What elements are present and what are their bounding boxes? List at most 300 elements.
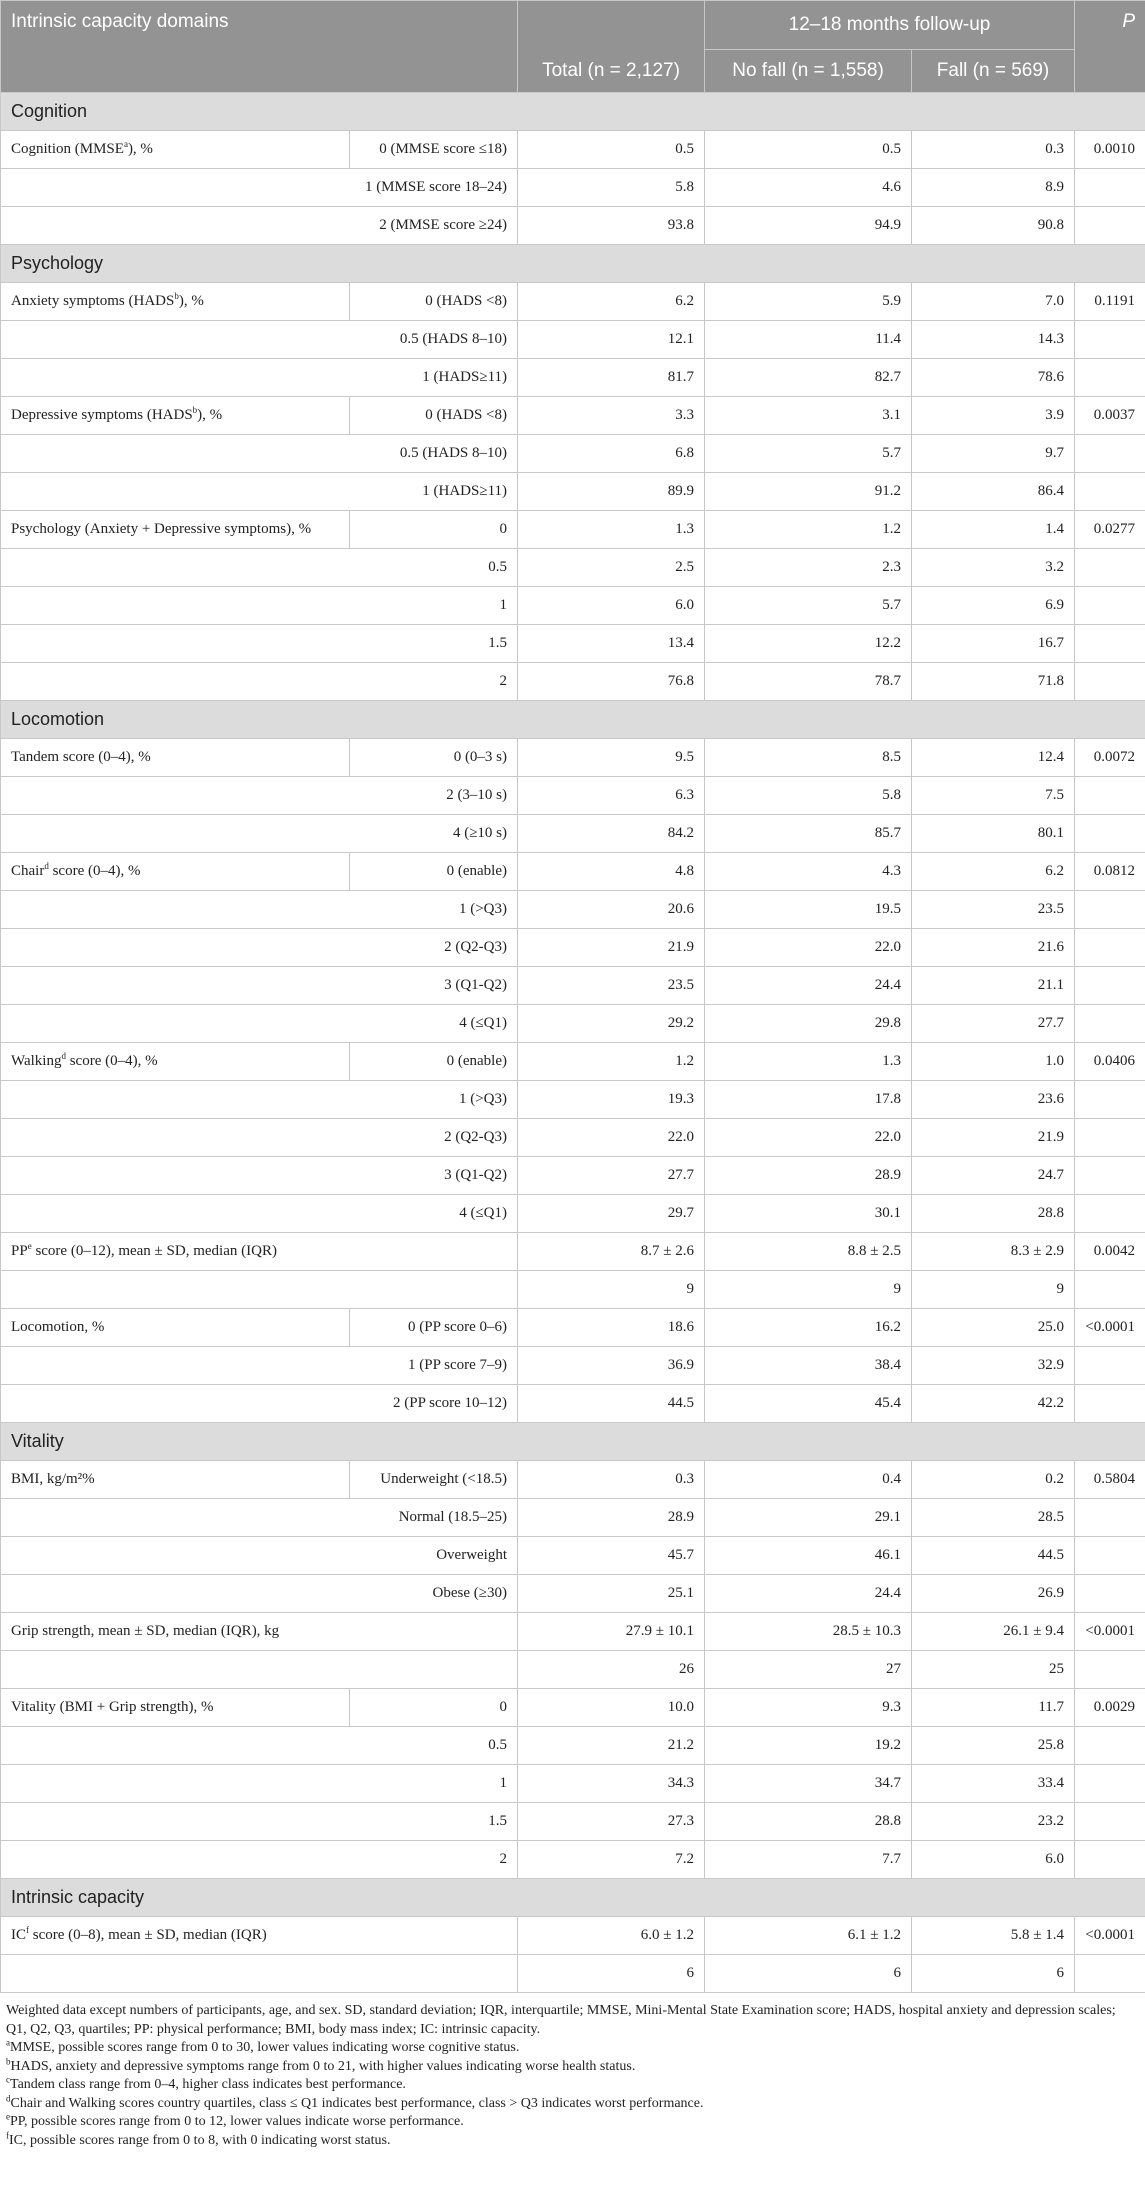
table-row	[1, 1689, 1145, 1727]
cell-p	[1075, 625, 1145, 663]
cell-total: 89.9	[518, 473, 705, 511]
section-row	[1, 93, 1145, 131]
cell-nofall: 28.5 ± 10.3	[705, 1613, 912, 1651]
cell-total: 0.3	[518, 1461, 705, 1499]
table-row	[1, 967, 1145, 1005]
cell-p	[1075, 1271, 1145, 1309]
cell-nofall: 5.7	[705, 435, 912, 473]
cell-fall: 26.9	[912, 1575, 1075, 1613]
table-row	[1, 1119, 1145, 1157]
row-label-suffix: score (0–12), mean ± SD, median (IQR)	[31, 1243, 277, 1259]
row-label	[1, 929, 350, 967]
header-domains: Intrinsic capacity domains	[1, 1, 518, 93]
cell-p: 0.1191	[1075, 283, 1145, 321]
cell-nofall: 34.7	[705, 1765, 912, 1803]
row-class: 1.5	[350, 625, 518, 663]
table-row	[1, 929, 1145, 967]
cell-total: 29.7	[518, 1195, 705, 1233]
cell-total: 27.3	[518, 1803, 705, 1841]
row-class: 0 (enable)	[350, 853, 518, 891]
row-class: Obese (≥30)	[350, 1575, 518, 1613]
row-label	[1, 891, 350, 929]
table-row	[1, 1157, 1145, 1195]
row-label	[1, 587, 350, 625]
row-class: 1	[350, 587, 518, 625]
header-followup: 12–18 months follow-up	[705, 1, 1075, 50]
table-row	[1, 625, 1145, 663]
row-class: 2 (3–10 s)	[350, 777, 518, 815]
cell-nofall: 27	[705, 1651, 912, 1689]
cell-total: 93.8	[518, 207, 705, 245]
table-row	[1, 1385, 1145, 1423]
table-row	[1, 473, 1145, 511]
cell-total: 6.0	[518, 587, 705, 625]
cell-p	[1075, 1005, 1145, 1043]
row-class: 0 (PP score 0–6)	[350, 1309, 518, 1347]
cell-fall: 14.3	[912, 321, 1075, 359]
footnote-marker: f	[26, 1925, 29, 1935]
row-label	[1, 1347, 350, 1385]
row-label-text: PP	[11, 1243, 28, 1259]
cell-p	[1075, 1119, 1145, 1157]
footnote-marker: b	[192, 405, 198, 415]
cell-total: 1.3	[518, 511, 705, 549]
row-label	[1, 1575, 350, 1613]
cell-fall: 12.4	[912, 739, 1075, 777]
row-label	[1, 283, 350, 321]
cell-nofall: 0.4	[705, 1461, 912, 1499]
cell-fall: 3.2	[912, 549, 1075, 587]
cell-fall: 23.5	[912, 891, 1075, 929]
table-row	[1, 435, 1145, 473]
cell-nofall: 7.7	[705, 1841, 912, 1879]
cell-nofall: 8.5	[705, 739, 912, 777]
table-row	[1, 1195, 1145, 1233]
cell-nofall: 38.4	[705, 1347, 912, 1385]
cell-p	[1075, 587, 1145, 625]
cell-p	[1075, 1955, 1145, 1993]
cell-nofall: 82.7	[705, 359, 912, 397]
section-title: Intrinsic capacity	[1, 1879, 1145, 1917]
row-label-text: Grip strength, mean ± SD, median (IQR), kg	[11, 1623, 280, 1639]
cell-p	[1075, 1081, 1145, 1119]
section-title: Cognition	[1, 93, 1145, 131]
cell-fall: 86.4	[912, 473, 1075, 511]
cell-total: 44.5	[518, 1385, 705, 1423]
cell-p: 0.0072	[1075, 739, 1145, 777]
table-row	[1, 1081, 1145, 1119]
cell-nofall: 1.3	[705, 1043, 912, 1081]
row-label-text: IC	[11, 1927, 26, 1943]
row-class: 1 (>Q3)	[350, 1081, 518, 1119]
table-row	[1, 169, 1145, 207]
row-class: 4 (≥10 s)	[350, 815, 518, 853]
table-row	[1, 1613, 1145, 1651]
row-label	[1, 207, 350, 245]
cell-fall: 7.0	[912, 283, 1075, 321]
cell-total: 9	[518, 1271, 705, 1309]
cell-fall: 21.6	[912, 929, 1075, 967]
row-class: 0.5	[350, 1727, 518, 1765]
section-row	[1, 245, 1145, 283]
table-row	[1, 1309, 1145, 1347]
footnote-marker: e	[6, 2111, 10, 2122]
row-label-suffix: ), %	[127, 141, 153, 157]
cell-total: 27.7	[518, 1157, 705, 1195]
cell-total: 13.4	[518, 625, 705, 663]
row-label	[1, 1309, 350, 1347]
table-row	[1, 549, 1145, 587]
cell-total: 6.3	[518, 777, 705, 815]
table-row	[1, 815, 1145, 853]
footnote	[6, 2076, 1139, 2095]
cell-total: 36.9	[518, 1347, 705, 1385]
cell-p	[1075, 1765, 1145, 1803]
header-nofall: No fall (n = 1,558)	[705, 50, 912, 93]
cell-p	[1075, 1195, 1145, 1233]
cell-fall: 6.9	[912, 587, 1075, 625]
cell-fall: 25.0	[912, 1309, 1075, 1347]
row-label	[1, 435, 350, 473]
row-class: 1 (PP score 7–9)	[350, 1347, 518, 1385]
cell-fall: 5.8 ± 1.4	[912, 1917, 1075, 1955]
footnote-text: MMSE, possible scores range from 0 to 30, lower values indicating worse cognitive status.	[10, 2040, 520, 2055]
row-label	[1, 1005, 350, 1043]
cell-fall: 8.9	[912, 169, 1075, 207]
table-row	[1, 853, 1145, 891]
footnote-marker: b	[174, 291, 179, 301]
row-class: 2 (MMSE score ≥24)	[350, 207, 518, 245]
table-row	[1, 587, 1145, 625]
cell-nofall: 22.0	[705, 929, 912, 967]
row-label-text: Locomotion, %	[11, 1319, 105, 1335]
row-class: 2 (Q2-Q3)	[350, 1119, 518, 1157]
row-class: 0.5 (HADS 8–10)	[350, 435, 518, 473]
section-row	[1, 701, 1145, 739]
table-row	[1, 777, 1145, 815]
cell-nofall: 28.8	[705, 1803, 912, 1841]
table-row	[1, 131, 1145, 169]
cell-fall: 9.7	[912, 435, 1075, 473]
cell-fall: 25	[912, 1651, 1075, 1689]
cell-p: 0.0406	[1075, 1043, 1145, 1081]
cell-total: 34.3	[518, 1765, 705, 1803]
cell-nofall: 19.5	[705, 891, 912, 929]
row-label	[1, 1803, 350, 1841]
table-row	[1, 1803, 1145, 1841]
cell-fall: 28.8	[912, 1195, 1075, 1233]
cell-p	[1075, 1157, 1145, 1195]
cell-nofall: 5.9	[705, 283, 912, 321]
cell-fall: 71.8	[912, 663, 1075, 701]
cell-fall: 33.4	[912, 1765, 1075, 1803]
cell-p	[1075, 1651, 1145, 1689]
cell-nofall: 17.8	[705, 1081, 912, 1119]
section-row	[1, 1423, 1145, 1461]
cell-total: 2.5	[518, 549, 705, 587]
table-row	[1, 1727, 1145, 1765]
footnote	[6, 2002, 1139, 2039]
cell-nofall: 29.1	[705, 1499, 912, 1537]
row-label-text: Tandem score (0–4), %	[11, 749, 151, 765]
row-label	[1, 853, 350, 891]
cell-total: 84.2	[518, 815, 705, 853]
cell-nofall: 4.3	[705, 853, 912, 891]
row-label-suffix: score (0–4), %	[48, 863, 141, 879]
cell-p: 0.0042	[1075, 1233, 1145, 1271]
row-label	[1, 1385, 350, 1423]
cell-fall: 6.2	[912, 853, 1075, 891]
row-label-suffix: ), %	[178, 293, 204, 309]
row-class: 0	[350, 511, 518, 549]
cell-total: 45.7	[518, 1537, 705, 1575]
section-title: Vitality	[1, 1423, 1145, 1461]
footnote-marker: a	[6, 2037, 10, 2048]
cell-p: 0.0812	[1075, 853, 1145, 891]
footnote-text: PP, possible scores range from 0 to 12, lower values indicate worse performance.	[10, 2114, 464, 2129]
header-blank: Total (n = 2,127)	[518, 1, 705, 93]
cell-fall: 44.5	[912, 1537, 1075, 1575]
cell-nofall: 12.2	[705, 625, 912, 663]
footnote	[6, 2129, 1139, 2151]
row-label-text: Cognition (MMSE	[11, 141, 124, 157]
row-label-suffix: score (0–8), mean ± SD, median (IQR)	[29, 1927, 267, 1943]
cell-nofall: 6.1 ± 1.2	[705, 1917, 912, 1955]
cell-total: 1.2	[518, 1043, 705, 1081]
cell-total: 8.7 ± 2.6	[518, 1233, 705, 1271]
cell-total: 29.2	[518, 1005, 705, 1043]
row-class: Underweight (<18.5)	[350, 1461, 518, 1499]
footnote-marker: f	[6, 2129, 9, 2140]
cell-fall: 0.3	[912, 131, 1075, 169]
table-row	[1, 739, 1145, 777]
row-label	[1, 1841, 350, 1879]
cell-nofall: 24.4	[705, 967, 912, 1005]
cell-p	[1075, 1575, 1145, 1613]
cell-fall: 27.7	[912, 1005, 1075, 1043]
cell-p: 0.0037	[1075, 397, 1145, 435]
cell-nofall: 0.5	[705, 131, 912, 169]
footnote-text: IC, possible scores range from 0 to 8, with 0 indicating worst status.	[9, 2132, 391, 2148]
cell-nofall: 9	[705, 1271, 912, 1309]
footnote-marker: e	[27, 1241, 32, 1251]
table-row	[1, 321, 1145, 359]
cell-total: 81.7	[518, 359, 705, 397]
cell-fall: 26.1 ± 9.4	[912, 1613, 1075, 1651]
cell-total: 6	[518, 1955, 705, 1993]
cell-p: <0.0001	[1075, 1309, 1145, 1347]
cell-nofall: 46.1	[705, 1537, 912, 1575]
cell-fall: 78.6	[912, 359, 1075, 397]
row-class: 2	[350, 663, 518, 701]
cell-total: 20.6	[518, 891, 705, 929]
footnote	[6, 2039, 1139, 2058]
table-row	[1, 1575, 1145, 1613]
cell-fall: 0.2	[912, 1461, 1075, 1499]
row-class: 1 (MMSE score 18–24)	[350, 169, 518, 207]
cell-p: <0.0001	[1075, 1613, 1145, 1651]
cell-p: <0.0001	[1075, 1917, 1145, 1955]
cell-nofall: 24.4	[705, 1575, 912, 1613]
cell-nofall: 30.1	[705, 1195, 912, 1233]
cell-p	[1075, 777, 1145, 815]
cell-fall: 1.4	[912, 511, 1075, 549]
cell-fall: 80.1	[912, 815, 1075, 853]
row-label	[1, 1081, 350, 1119]
cell-nofall: 19.2	[705, 1727, 912, 1765]
row-label	[1, 815, 350, 853]
cell-total: 25.1	[518, 1575, 705, 1613]
cell-nofall: 29.8	[705, 1005, 912, 1043]
cell-total: 7.2	[518, 1841, 705, 1879]
cell-fall: 42.2	[912, 1385, 1075, 1423]
cell-total: 21.2	[518, 1727, 705, 1765]
cell-p: 0.0277	[1075, 511, 1145, 549]
footnote-marker: b	[6, 2055, 11, 2066]
row-label	[1, 1537, 350, 1575]
row-label	[1, 1613, 518, 1651]
cell-fall: 6	[912, 1955, 1075, 1993]
row-class: 1.5	[350, 1803, 518, 1841]
cell-nofall: 4.6	[705, 169, 912, 207]
row-label	[1, 1727, 350, 1765]
row-label	[1, 1917, 518, 1955]
cell-fall: 11.7	[912, 1689, 1075, 1727]
cell-fall: 28.5	[912, 1499, 1075, 1537]
cell-nofall: 94.9	[705, 207, 912, 245]
cell-p	[1075, 1499, 1145, 1537]
row-class: 2 (Q2-Q3)	[350, 929, 518, 967]
cell-fall: 7.5	[912, 777, 1075, 815]
cell-total: 27.9 ± 10.1	[518, 1613, 705, 1651]
cell-p	[1075, 1727, 1145, 1765]
footnote	[6, 2092, 1139, 2114]
cell-nofall: 16.2	[705, 1309, 912, 1347]
row-label	[1, 1233, 518, 1271]
table-row	[1, 1651, 1145, 1689]
row-label	[1, 1043, 350, 1081]
cell-p	[1075, 549, 1145, 587]
cell-p	[1075, 1841, 1145, 1879]
row-class: 0 (0–3 s)	[350, 739, 518, 777]
row-class: Overweight	[350, 1537, 518, 1575]
footnote	[6, 2113, 1139, 2132]
row-label	[1, 511, 350, 549]
row-label-text: Chair	[11, 863, 45, 879]
cell-p	[1075, 473, 1145, 511]
row-label-suffix: score (0–4), %	[65, 1053, 158, 1069]
footnote-text: Weighted data except numbers of participants, age, and sex. SD, standard deviation; IQR, interquartile; MMSE, Mini-Mental State Examination score; HADS, hospital anxiety and depression scales; Q1, Q2, Q3, quartiles; PP: physical performance; BMI, body mass index; IC: intrinsic capacity.	[6, 2003, 1116, 2037]
cell-p	[1075, 207, 1145, 245]
section-row	[1, 1879, 1145, 1917]
footnote	[6, 2055, 1139, 2077]
row-label	[1, 777, 350, 815]
cell-fall: 21.1	[912, 967, 1075, 1005]
cell-nofall: 28.9	[705, 1157, 912, 1195]
row-label-text: Vitality (BMI + Grip strength), %	[11, 1699, 214, 1715]
row-class: 1	[350, 1765, 518, 1803]
row-label	[1, 359, 350, 397]
table-row	[1, 1537, 1145, 1575]
table-row	[1, 397, 1145, 435]
cell-total: 18.6	[518, 1309, 705, 1347]
table-row	[1, 1043, 1145, 1081]
footnote-text: HADS, anxiety and depressive symptoms range from 0 to 21, with higher values indicating worse health status.	[10, 2058, 636, 2074]
cell-total: 26	[518, 1651, 705, 1689]
row-label	[1, 1499, 350, 1537]
cell-p	[1075, 359, 1145, 397]
cell-p: 0.0010	[1075, 131, 1145, 169]
row-class: 4 (≤Q1)	[350, 1005, 518, 1043]
row-label	[1, 321, 350, 359]
row-class: 3 (Q1-Q2)	[350, 1157, 518, 1195]
row-class: 3 (Q1-Q2)	[350, 967, 518, 1005]
cell-total: 19.3	[518, 1081, 705, 1119]
row-class: 1 (HADS≥11)	[350, 473, 518, 511]
row-label-text: Anxiety symptoms (HADS	[11, 293, 175, 309]
row-label	[1, 1271, 518, 1309]
cell-nofall: 22.0	[705, 1119, 912, 1157]
cell-nofall: 11.4	[705, 321, 912, 359]
cell-p	[1075, 967, 1145, 1005]
row-label	[1, 1461, 350, 1499]
table-row	[1, 1005, 1145, 1043]
cell-total: 23.5	[518, 967, 705, 1005]
cell-total: 3.3	[518, 397, 705, 435]
row-label	[1, 1689, 350, 1727]
footnote-marker: d	[61, 1051, 66, 1061]
cell-total: 5.8	[518, 169, 705, 207]
cell-fall: 25.8	[912, 1727, 1075, 1765]
row-label	[1, 1955, 518, 1993]
row-class: 1 (HADS≥11)	[350, 359, 518, 397]
table-row	[1, 283, 1145, 321]
cell-fall: 23.6	[912, 1081, 1075, 1119]
cell-p	[1075, 929, 1145, 967]
cell-total: 76.8	[518, 663, 705, 701]
cell-p	[1075, 169, 1145, 207]
row-label	[1, 169, 350, 207]
row-label	[1, 625, 350, 663]
cell-p	[1075, 321, 1145, 359]
row-label	[1, 1157, 350, 1195]
cell-nofall: 5.7	[705, 587, 912, 625]
cell-nofall: 85.7	[705, 815, 912, 853]
footnote-marker: c	[6, 2074, 10, 2085]
cell-fall: 90.8	[912, 207, 1075, 245]
cell-total: 6.0 ± 1.2	[518, 1917, 705, 1955]
cell-fall: 24.7	[912, 1157, 1075, 1195]
table-row	[1, 1955, 1145, 1993]
cell-total: 28.9	[518, 1499, 705, 1537]
cell-p	[1075, 663, 1145, 701]
row-label-suffix: ), %	[197, 407, 223, 423]
cell-p	[1075, 1347, 1145, 1385]
table-row	[1, 359, 1145, 397]
row-class: 0 (HADS <8)	[350, 397, 518, 435]
header-p: P	[1075, 1, 1145, 93]
row-label	[1, 1765, 350, 1803]
table-row	[1, 1917, 1145, 1955]
cell-fall: 23.2	[912, 1803, 1075, 1841]
table-footnotes	[0, 1993, 1145, 2150]
cell-fall: 16.7	[912, 625, 1075, 663]
cell-total: 12.1	[518, 321, 705, 359]
cell-total: 10.0	[518, 1689, 705, 1727]
row-class: 0.5	[350, 549, 518, 587]
table-row	[1, 663, 1145, 701]
table-row	[1, 1347, 1145, 1385]
